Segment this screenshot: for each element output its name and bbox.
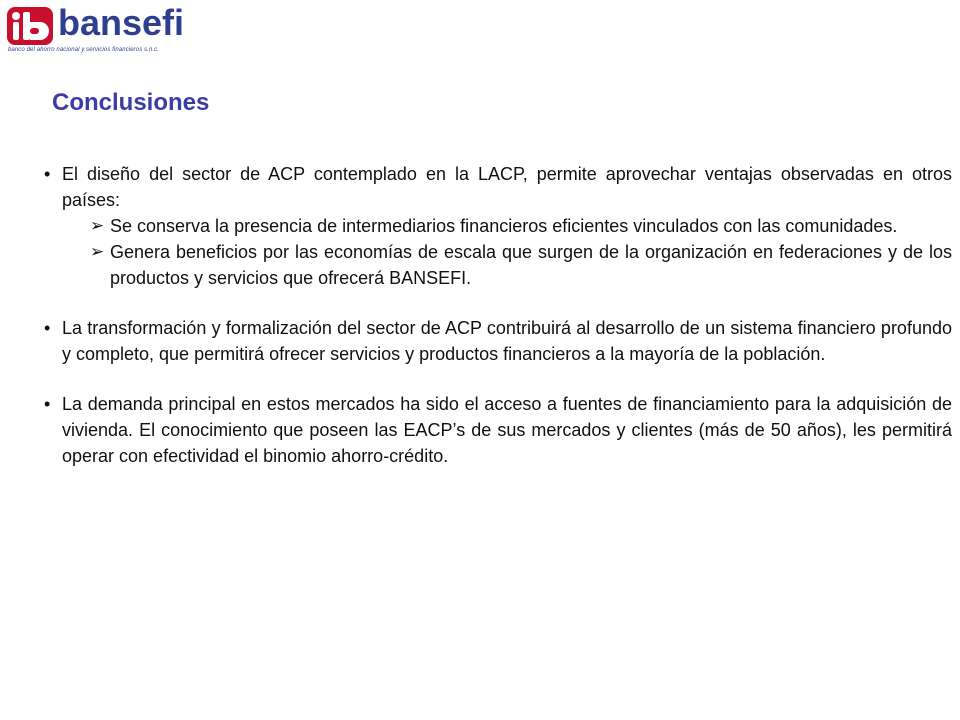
sub-bullet-item xyxy=(44,239,952,291)
page-title: Conclusiones xyxy=(52,89,210,116)
bullet-text: El diseño del sector de ACP contemplado en la LACP, permite aprovechar ventajas observadas en otros países: xyxy=(62,164,952,210)
bansefi-emblem-icon xyxy=(6,4,54,48)
slide-content xyxy=(44,161,952,469)
bullet-dot-icon: • xyxy=(44,394,51,414)
bansefi-logo xyxy=(6,4,206,56)
bullet-item xyxy=(44,161,952,213)
bullet-text: La transformación y formalización del sector de ACP contribuirá al desarrollo de un sistema financiero profundo y completo, que permitirá ofrecer servicios y productos financieros a la mayoría de la población. xyxy=(62,318,952,364)
arrow-bullet-icon: ➢ xyxy=(90,216,105,235)
logo-subtitle: banco del ahorro nacional y servicios financieros s.n.c. xyxy=(8,47,160,53)
bullet-dot-icon: • xyxy=(44,164,51,184)
sub-bullet-item xyxy=(44,213,952,239)
sub-bullet-text: Genera beneficios por las economías de escala que surgen de la organización en federaciones y de los productos y servicios que ofrecerá BANSEFI. xyxy=(110,242,952,288)
bullet-item xyxy=(44,391,952,469)
bullet-item xyxy=(44,315,952,367)
arrow-bullet-icon: ➢ xyxy=(90,242,105,261)
logo-wordmark: bansefi xyxy=(58,2,185,43)
bullet-text: La demanda principal en estos mercados ha sido el acceso a fuentes de financiamiento para la adquisición de vivienda. El conocimiento que poseen las EACP’s de sus mercados y clientes (más de 50 años), les permitirá operar con efectividad el binomio ahorro-crédito. xyxy=(62,394,952,466)
bullet-dot-icon: • xyxy=(44,318,51,338)
sub-bullet-text: Se conserva la presencia de intermediarios financieros eficientes vinculados con las comunidades. xyxy=(110,216,898,236)
